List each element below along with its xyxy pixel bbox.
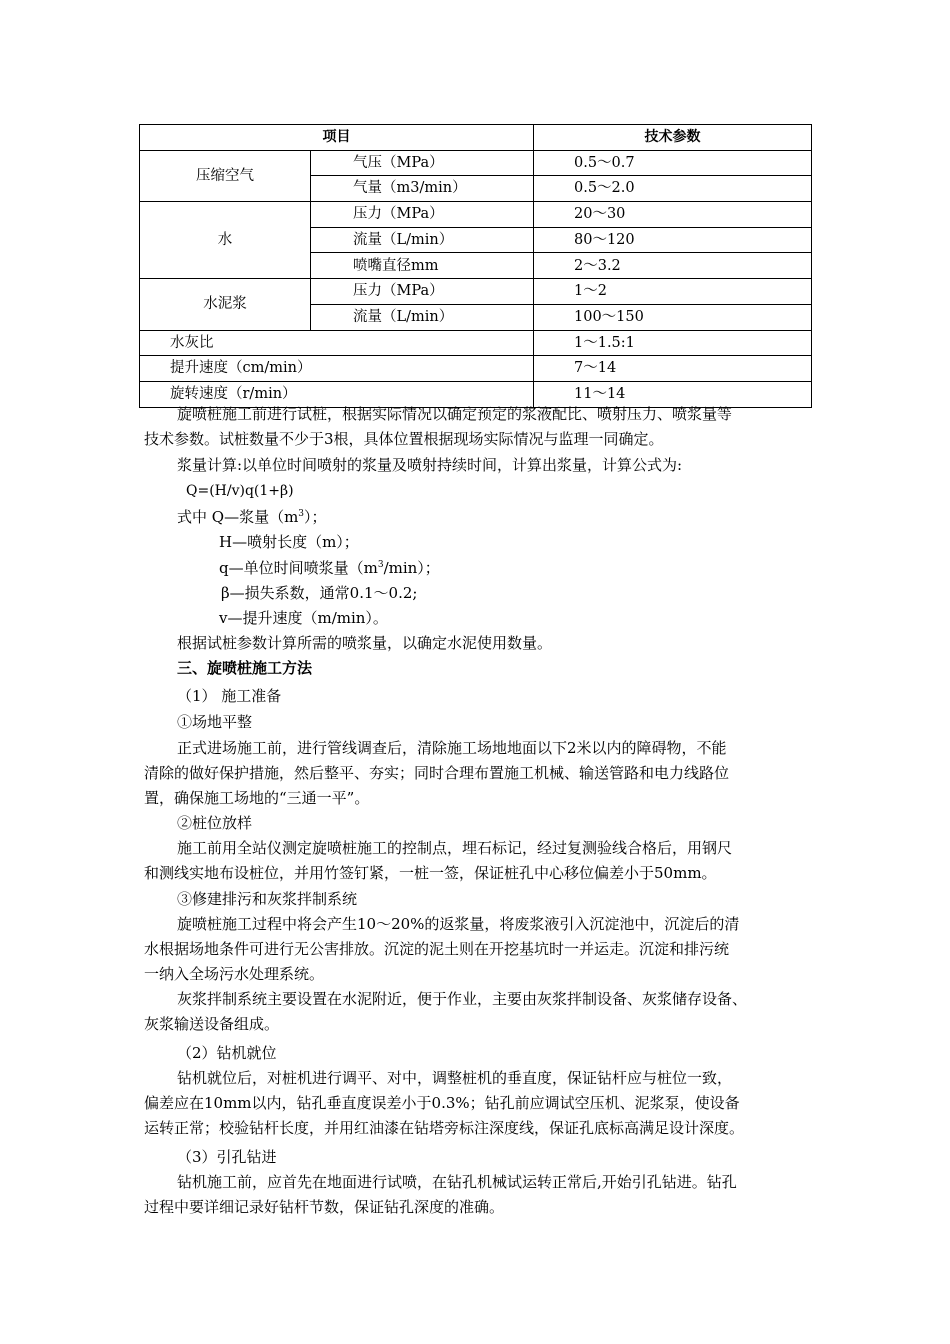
value-cell: 0.5～2.0	[534, 176, 812, 202]
paragraph-line: 根据试桩参数计算所需的喷浆量，以确定水泥使用数量。	[177, 634, 553, 652]
paragraph-line: 清除的做好保护措施，然后整平、夯实；同时合理布置施工机械、输送管路和电力线路位	[144, 764, 730, 782]
parameter-table	[139, 124, 812, 408]
value-cell: 80～120	[534, 227, 812, 253]
definition-q: q—单位时间喷浆量$(m^3/\min)$；	[219, 559, 440, 577]
param-cell: 水灰比	[140, 330, 534, 356]
param-cell: 流量（L/min）	[311, 227, 534, 253]
section-heading: 三、旋喷桩施工方法	[177, 659, 313, 677]
value-cell: 0.5～0.7	[534, 150, 812, 176]
header-item: 项目	[140, 125, 534, 151]
subsection-heading: （1） 施工准备	[177, 687, 282, 705]
value-cell: 1～1.5:1	[534, 330, 812, 356]
table-header-row	[140, 125, 812, 151]
paragraph-line: 旋喷桩施工过程中将会产生10～20%的返浆量，将废浆液引入沉淀池中，沉淀后的清	[177, 915, 740, 933]
header-tech-params: 技术参数	[534, 125, 812, 151]
paragraph-line: 水根据场地条件可进行无公害排放。沉淀的泥土则在开挖基坑时一并运走。沉淀和排污统	[144, 940, 730, 958]
table-row	[140, 356, 812, 382]
paragraph-line: 灰浆拌制系统主要设置在水泥附近，便于作业，主要由灰浆拌制设备、灰浆储存设备、	[177, 990, 748, 1008]
table-row	[140, 279, 812, 305]
param-cell: 压力（MPa）	[311, 202, 534, 228]
param-cell: 喷嘴直径mm	[311, 253, 534, 279]
value-cell: 2～3.2	[534, 253, 812, 279]
subsection-heading: （3）引孔钻进	[177, 1148, 277, 1166]
group-cement-slurry: 水泥浆	[140, 279, 311, 330]
paragraph-line: 技术参数。试桩数量不少于3根，具体位置根据现场实际情况与监理一同确定。	[144, 430, 664, 448]
item-heading: ②桩位放样	[177, 814, 253, 832]
paragraph-line: 和测线实地布设桩位，并用竹签钉紧，一桩一签，保证桩孔中心移位偏差小于50mm。	[144, 864, 717, 882]
value-cell: 7～14	[534, 356, 812, 382]
paragraph-line: 施工前用全站仪测定旋喷桩施工的控制点，埋石标记，经过复测验线合格后，用钢尺	[177, 839, 733, 857]
paragraph-line: 运转正常；校验钻杆长度，并用红油漆在钻塔旁标注深度线，保证孔底标高满足设计深度。	[144, 1119, 745, 1137]
table-row	[140, 330, 812, 356]
group-compressed-air: 压缩空气	[140, 150, 311, 201]
param-cell: 气量（m3/min）	[311, 176, 534, 202]
table-row	[140, 150, 812, 176]
param-cell: 提升速度（cm/min）	[140, 356, 534, 382]
value-cell: 100～150	[534, 304, 812, 330]
value-cell: 20～30	[534, 202, 812, 228]
paragraph-line: 钻机就位后，对桩机进行调平、对中，调整桩机的垂直度，保证钻杆应与桩位一致，	[177, 1069, 733, 1087]
paragraph-line: 灰浆输送设备组成。	[144, 1015, 280, 1033]
definition-beta: β—损失系数，通常0.1～0.2;	[221, 584, 418, 602]
subsection-heading: （2）钻机就位	[177, 1044, 277, 1062]
paragraph-line: 置，确保施工场地的“三通一平”。	[144, 789, 370, 807]
param-cell: 气压（MPa）	[311, 150, 534, 176]
definition-h: H—喷射长度（m）；	[219, 533, 359, 551]
paragraph-line: 旋喷桩施工前进行试桩，根据实际情况以确定预定的浆液配比、喷射压力、喷浆量等	[177, 405, 733, 423]
paragraph-line: 一纳入全场污水处理系统。	[144, 965, 325, 983]
item-heading: ①场地平整	[177, 713, 253, 731]
item-heading: ③修建排污和灰浆拌制系统	[177, 890, 358, 908]
group-water: 水	[140, 202, 311, 279]
paragraph-line: 钻机施工前，应首先在地面进行试喷，在钻孔机械试运转正常后,开始引孔钻进。钻孔	[177, 1173, 737, 1191]
param-cell: 压力（MPa）	[311, 279, 534, 305]
value-cell: 1～2	[534, 279, 812, 305]
table-row	[140, 202, 812, 228]
paragraph-line: 过程中要详细记录好钻杆节数，保证钻孔深度的准确。	[144, 1198, 505, 1216]
paragraph-line: 正式进场施工前，进行管线调查后，清除施工场地地面以下2米以内的障碍物，不能	[177, 739, 727, 757]
param-cell: 旋转速度（r/min）	[140, 381, 534, 407]
formula: Q=(H/v)q(1+β)	[186, 483, 294, 499]
formula-where: 式中 Q—浆量$(m^3)$；	[177, 508, 327, 526]
value-cell: 11～14	[534, 381, 812, 407]
definition-v: v—提升速度（m/min）。	[219, 609, 388, 627]
param-cell: 流量（L/min）	[311, 304, 534, 330]
paragraph-line: 偏差应在10mm以内，钻孔垂直度误差小于0.3%；钻孔前应调试空压机、泥浆泵，使设备	[144, 1094, 740, 1112]
paragraph-line: 浆量计算:以单位时间喷射的浆量及喷射持续时间，计算出浆量，计算公式为:	[177, 456, 683, 474]
